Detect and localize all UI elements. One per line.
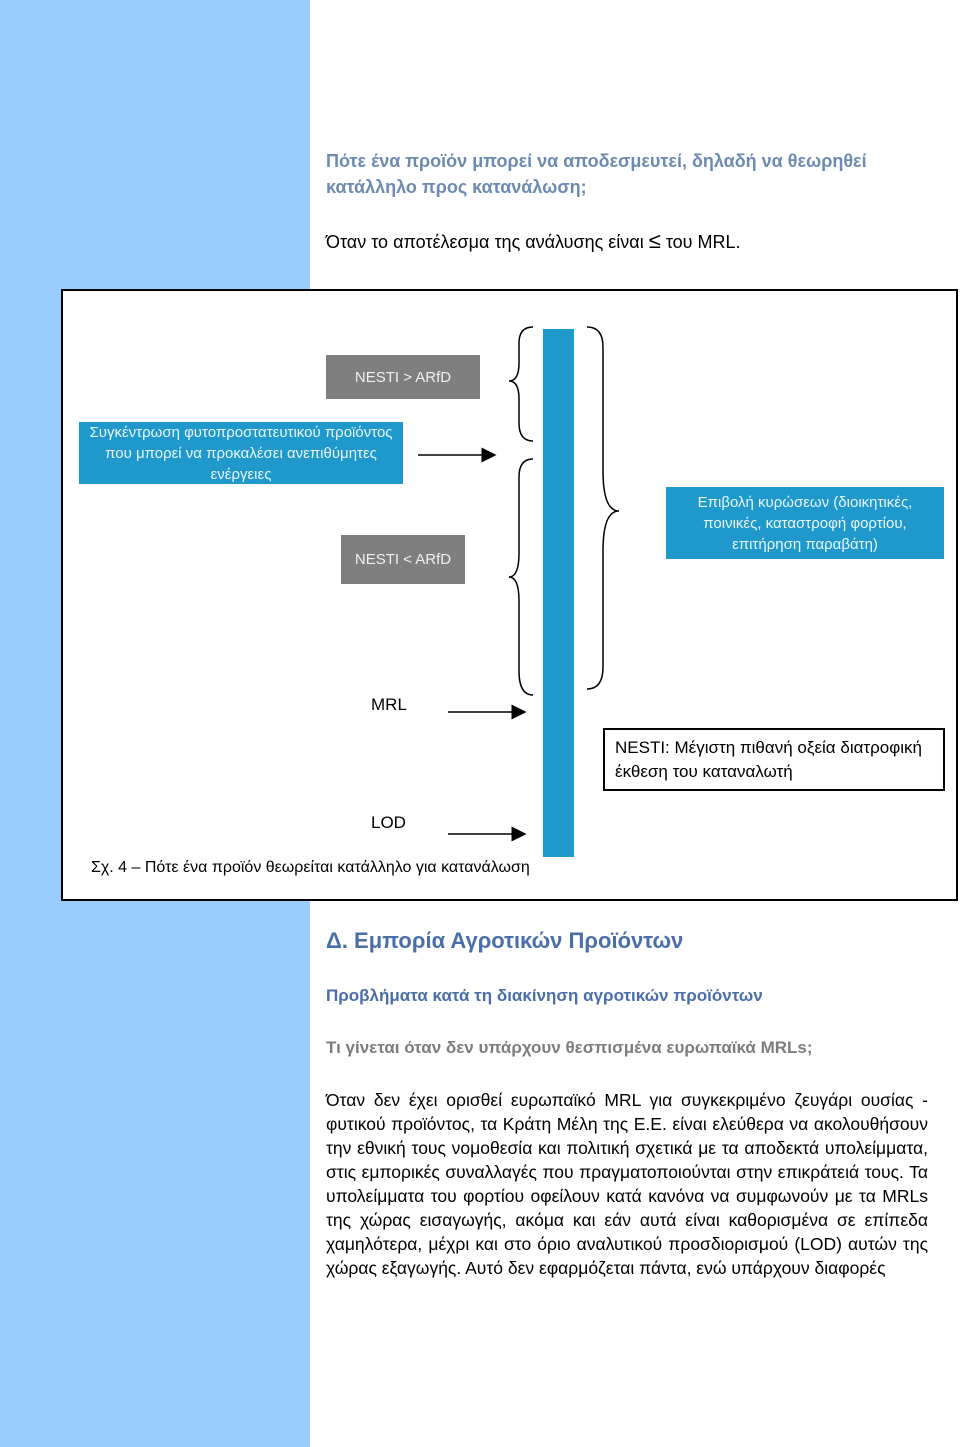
sanctions-box: Επιβολή κυρώσεων (διοικητικές, ποινικές, καταστροφή φορτίου, επιτήρηση παραβάτη) xyxy=(666,487,944,559)
answer-line xyxy=(326,228,936,255)
figure-diagram xyxy=(61,289,958,901)
lod-label: LOD xyxy=(371,813,406,832)
concentration-box: Συγκέντρωση φυτοπροστατευτικού προϊόντος που μπορεί να προκαλέσει ανεπιθύμητες ενέργειες xyxy=(79,422,403,484)
answer-suffix: του MRL. xyxy=(665,232,741,252)
figure-caption: Σχ. 4 – Πότε ένα προϊόν θεωρείται κατάλληλο για κατανάλωση xyxy=(91,859,530,876)
nesti-definition-box: NESTI: Μέγιστη πιθανή οξεία διατροφική έκθεση του καταναλωτή xyxy=(603,728,945,791)
mrl-label: MRL xyxy=(371,695,407,714)
left-brace-upper xyxy=(509,327,533,441)
diagram-graphics xyxy=(63,291,960,903)
nesti-gt-arfd-box: NESTI > ARfD xyxy=(326,355,480,399)
section-title: Δ. Εμπορία Αγροτικών Προϊόντων xyxy=(326,928,684,953)
nesti-lt-arfd-box: NESTI < ARfD xyxy=(341,535,465,584)
section-question: Τι γίνεται όταν δεν υπάρχουν θεσπισμένα ευρωπαϊκά MRLs; xyxy=(326,1038,813,1057)
section-subheading: Προβλήματα κατά τη διακίνηση αγροτικών προϊόντων xyxy=(326,986,763,1005)
right-brace xyxy=(587,327,619,689)
vertical-scale-bar xyxy=(543,329,574,857)
less-equal-symbol: ≤ xyxy=(648,228,661,253)
left-brace-lower xyxy=(509,459,533,695)
answer-prefix: Όταν το αποτέλεσμα της ανάλυσης είναι xyxy=(326,232,644,252)
body-paragraph: Όταν δεν έχει ορισθεί ευρωπαϊκό MRL για συγκεκριμένο ζευγάρι ουσίας - φυτικού προϊόντος, τα Κράτη Μέλη της Ε.Ε. είναι ελεύθερα να ακολουθήσουν την εθνική τους νομοθεσία και πολιτική σχετικά με τα αποδεκτά υπολείμματα, στις εμπορικές συναλλαγές που πραγματοποιούνται στην επικράτειά τους. Τα υπολείμματα του φορτίου οφείλουν κατά κανόνα να συμφωνούν με τα MRLs της χώρας εισαγωγής, ακόμα και εάν αυτά είναι καθορισμένα σε επίπεδα χαμηλότερα, μέχρι και στο όριο αναλυτικού προσδιορισμού (LOD) αυτών της χώρας εξαγωγής. Αυτό δεν εφαρμόζεται πάντα, ενώ υπάρχουν διαφορές xyxy=(326,1090,928,1278)
question-heading: Πότε ένα προϊόν μπορεί να αποδεσμευτεί, δηλαδή να θεωρηθεί κατάλληλο προς κατανάλωση; xyxy=(326,151,867,197)
